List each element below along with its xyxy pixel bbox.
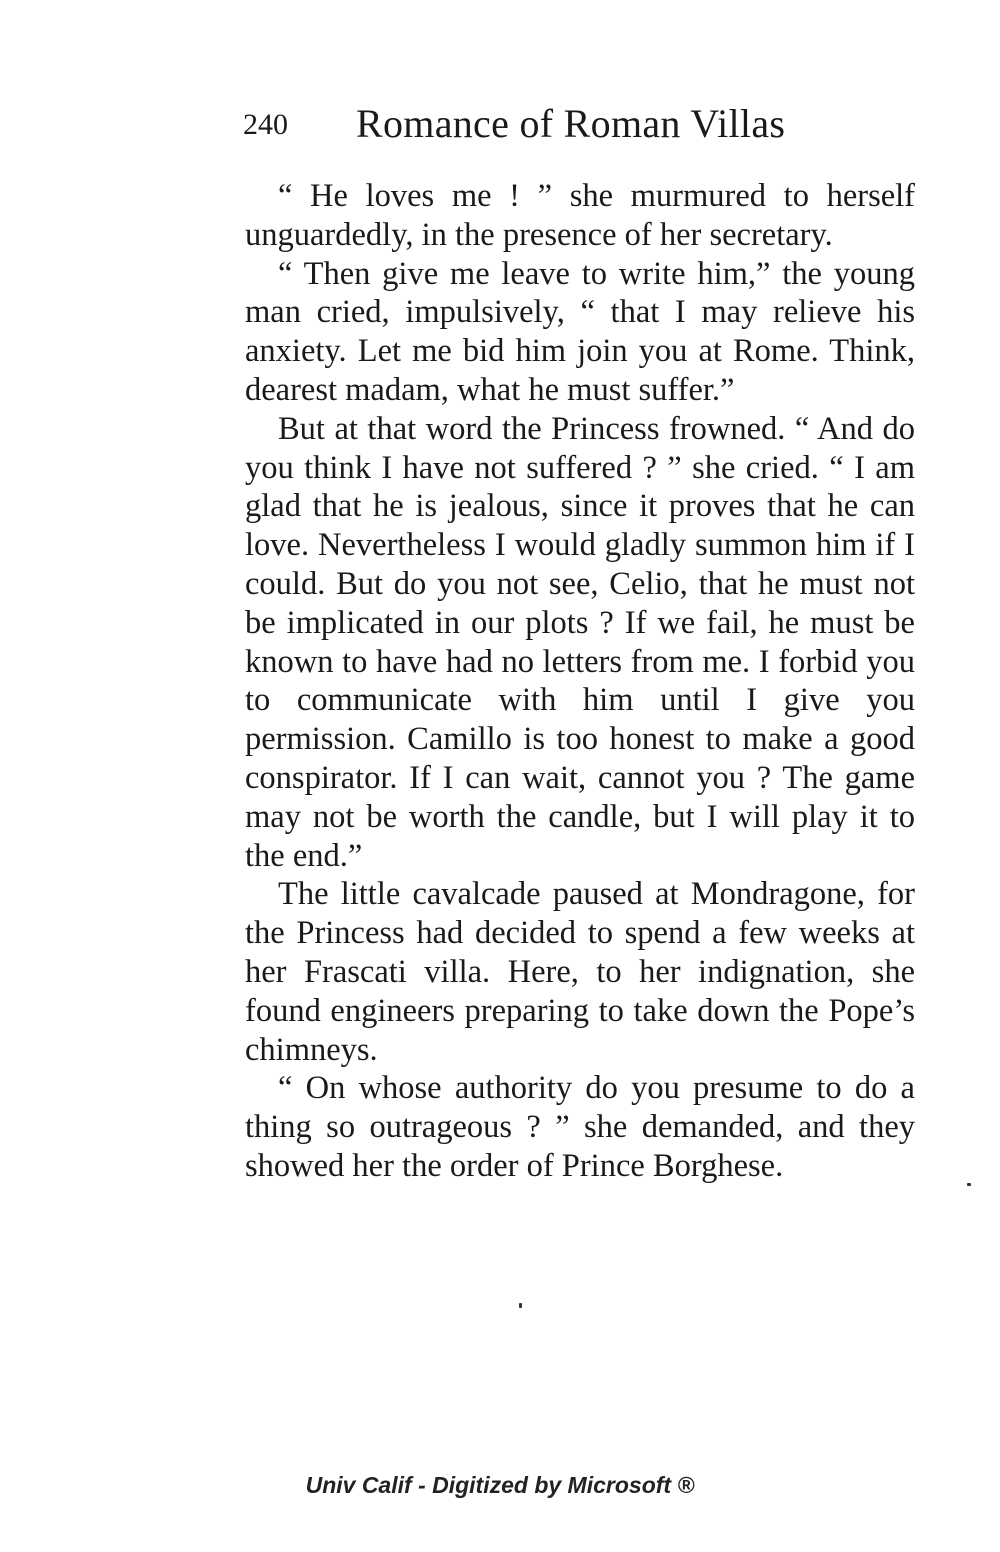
paragraph: But at that word the Princess frowned. “ And do you think I have not suffered ? ” she cried. “ I am glad that he is jealous, since it proves that he can love. Nevertheless I would gladly summon him if I could. But do you not see, Celio, that he must not be implicated in our plots ? If we fail, he must be known to have had no letters from me. I forbid you to communicate with him until I give you permission. Camillo is too honest to make a good conspirator. If I can wait, cannot you ? The game may not be worth the candle, but I will play it to the end.” bbox=[245, 410, 915, 874]
page-header bbox=[243, 100, 923, 160]
body-text bbox=[245, 177, 915, 1186]
paragraph: “ He loves me ! ” she murmured to herself unguardedly, in the presence of her secretary. bbox=[245, 178, 915, 253]
paragraph: “ On whose authority do you presume to do a thing so outrageous ? ” she demanded, and they showed her the order of Prince Borghese. bbox=[245, 1070, 915, 1184]
scan-speck bbox=[519, 1303, 522, 1308]
digitization-watermark: Univ Calif - Digitized by Microsoft ® bbox=[305, 1472, 695, 1498]
paragraph: The little cavalcade paused at Mondragone, for the Princess had decided to spend a few weeks at her Frascati villa. Here, to her indignation, she found engineers preparing to take down the Pope’s chimneys. bbox=[245, 876, 915, 1068]
running-title: Romance of Roman Villas bbox=[356, 101, 786, 146]
paragraph: “ Then give me leave to write him,” the young man cried, impulsively, “ that I may relieve his anxiety. Let me bid him join you at Rome. Think, dearest madam, what he must suffer.” bbox=[245, 255, 915, 408]
scan-speck bbox=[967, 1183, 971, 1186]
page-number: 240 bbox=[243, 108, 288, 141]
